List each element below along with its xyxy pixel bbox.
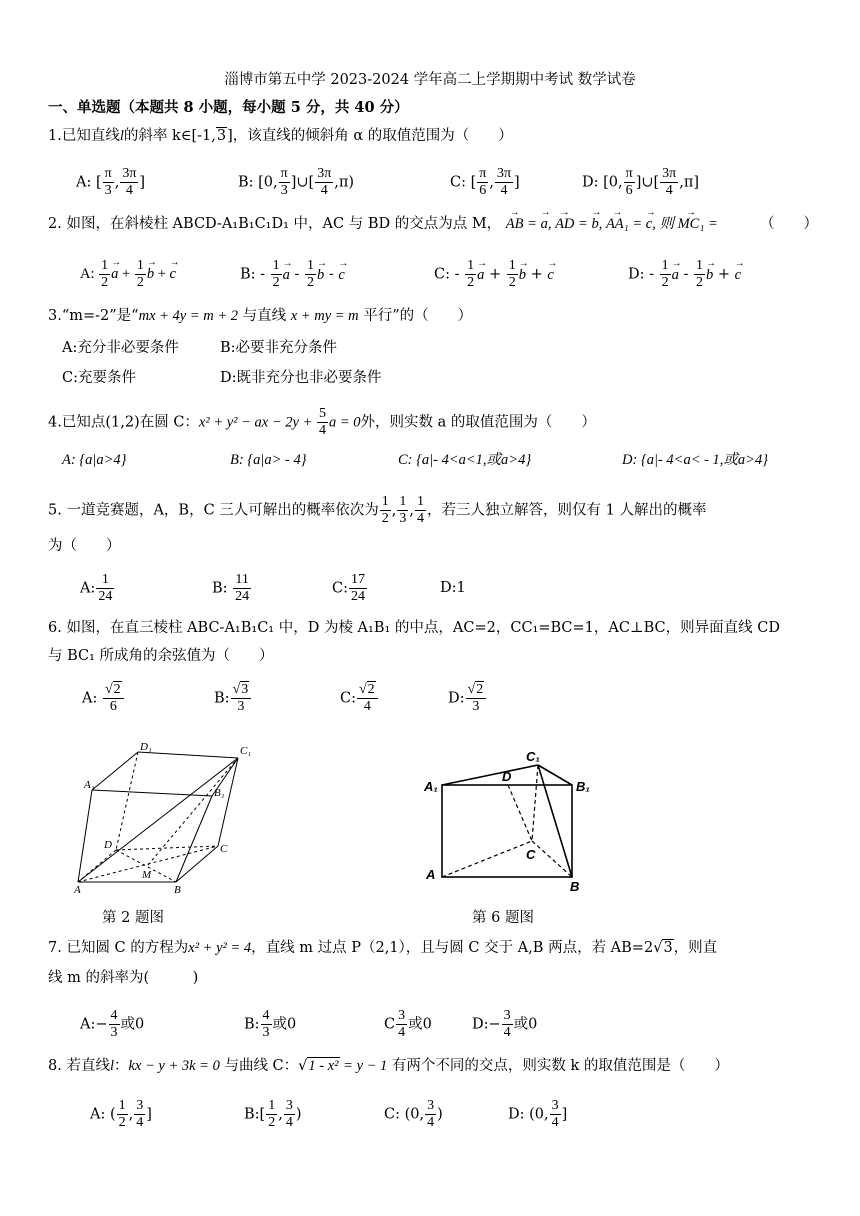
q7-option-b[interactable]: B: $\frac{4}{3}$ 或0: [244, 1008, 297, 1040]
question-7-stem-2: 线 m 的斜率为( ): [48, 970, 199, 986]
q3-option-c[interactable]: C:充要条件: [62, 370, 136, 386]
q8-option-b[interactable]: B:[ $\frac{1}{2}$ , $\frac{3}{4}$ ): [244, 1098, 302, 1130]
q1-option-c[interactable]: C: [ $\frac{\pi}{6}$ , $\frac{3\pi}{4}$ ]: [450, 166, 520, 198]
q4-option-a[interactable]: A: {a|a>4}: [62, 452, 127, 468]
q6-option-c[interactable]: C: $\frac{√2}{4}$: [340, 682, 379, 715]
question-6-stem: 6. 如图，在直三棱柱 ABC-A₁B₁C₁ 中，D 为棱 A₁B₁ 的中点，AC=2，CC₁=BC=1，AC⊥BC，则异面直线 CD: [48, 620, 780, 636]
q8-option-d[interactable]: D: (0, $\frac{3}{4}$ ]: [508, 1098, 568, 1130]
q7-option-a[interactable]: A:− $\frac{4}{3}$ 或0: [80, 1008, 145, 1040]
fig6-label-a1: A₁: [424, 779, 438, 794]
figure-2-caption: 第 2 题图: [102, 910, 164, 926]
question-4-stem: 4.已知点(1,2)在圆 C：x² + y² − ax − 2y + $\frac{5}{4}$ a = 0外，则实数 a 的取值范围为（ ）: [48, 406, 596, 438]
q1-option-a[interactable]: A: [ $\frac{\pi}{3}$ , $\frac{3\pi}{4}$ ]: [76, 166, 146, 198]
fig6-label-a: A: [426, 867, 436, 882]
fig6-label-c1: C₁: [526, 749, 540, 764]
q7-option-c[interactable]: C $\frac{3}{4}$ 或0: [384, 1008, 432, 1040]
q2-option-d[interactable]: D: - $\frac{1}{2}$ → a - $\frac{1}{2}$ → b + → c: [628, 258, 741, 291]
q5-option-b[interactable]: B: $\frac{11}{24}$: [212, 572, 250, 604]
figure-2-oblique-prism: [70, 740, 270, 896]
question-7-stem: 7. 已知圆 C 的方程为x² + y² = 4，直线 m 过点 P（2,1），且与圆 C 交于 A,B 两点，若 AB=2√3，则直: [48, 940, 718, 956]
fig2-label-d1: D₁: [140, 741, 152, 753]
fig6-label-d: D: [502, 769, 512, 784]
q5-option-c[interactable]: C: $\frac{17}{24}$: [332, 572, 365, 604]
question-6-stem-2: 与 BC₁ 所成角的余弦值为（ ）: [48, 648, 274, 664]
q1-option-b[interactable]: B: [0, $\frac{\pi}{3}$ ]∪[ $\frac{3\pi}{4}$ ,π): [238, 166, 355, 198]
section-heading: 一、单选题（本题共 8 小题，每小题 5 分，共 40 分）: [48, 99, 409, 116]
q3-option-a[interactable]: A:充分非必要条件: [62, 340, 179, 356]
fig2-label-m: M: [142, 869, 152, 881]
fig6-label-b1: B₁: [576, 779, 590, 794]
question-5-stem: 5. 一道竞赛题，A，B，C 三人可解出的概率依次为 $\frac{1}{2}$ , $\frac{1}{3}$ , $\frac{1}{4}$ ，若三人独立解答，则仅有 1 人解出的概率: [48, 494, 707, 526]
q7-option-d[interactable]: D:− $\frac{3}{4}$ 或0: [472, 1008, 538, 1040]
q3-option-d[interactable]: D:既非充分也非必要条件: [220, 370, 382, 386]
q2-option-a[interactable]: A: $\frac{1}{2}$ → a + $\frac{1}{2}$ → b + → c: [80, 258, 176, 291]
q4-option-c[interactable]: C: {a|- 4<a<1,或a>4}: [398, 452, 532, 468]
fig6-label-b: B: [570, 879, 580, 894]
fig2-label-a1: A₁: [84, 779, 95, 791]
q3-option-b[interactable]: B:必要非充分条件: [220, 340, 338, 356]
q4-option-b[interactable]: B: {a|a> - 4}: [230, 452, 307, 468]
fig2-label-b: B: [174, 884, 181, 896]
fig2-label-d: D: [104, 839, 112, 851]
q2-option-c[interactable]: C: - $\frac{1}{2}$ → a + $\frac{1}{2}$ → b + → c: [434, 258, 554, 291]
question-8-stem: 8. 若直线l：kx − y + 3k = 0 与曲线 C：√1 - x² = y − 1 有两个不同的交点，则实数 k 的取值范围是（ ）: [48, 1058, 729, 1074]
q5-option-d[interactable]: D:1: [440, 580, 466, 596]
fig6-label-c: C: [526, 847, 536, 862]
question-2-stem-end: （ ）: [760, 216, 818, 232]
fig2-label-c: C: [220, 843, 228, 855]
q6-option-a[interactable]: A: $\frac{√2}{6}$: [82, 682, 125, 715]
q8-option-c[interactable]: C: (0, $\frac{3}{4}$ ): [384, 1098, 443, 1130]
q5-option-a[interactable]: A: $\frac{1}{24}$: [80, 572, 113, 604]
q8-option-a[interactable]: A: ( $\frac{1}{2}$ , $\frac{3}{4}$ ]: [90, 1098, 152, 1130]
q4-option-d[interactable]: D: {a|- 4<a< - 1,或a>4}: [622, 452, 769, 468]
q1-option-d[interactable]: D: [0, $\frac{\pi}{6}$ ]∪[ $\frac{3\pi}{4}$ ,π]: [582, 166, 700, 198]
figure-6-right-triangular-prism: [420, 745, 600, 895]
q6-option-d[interactable]: D: $\frac{√2}{3}$: [448, 682, 487, 715]
q2-option-b[interactable]: B: - $\frac{1}{2}$ → a - $\frac{1}{2}$ → b - → c: [240, 258, 345, 291]
question-5-stem-2: 为（ ）: [48, 538, 121, 554]
fig2-label-c1: C₁: [240, 745, 252, 757]
fig2-label-b1: B₁: [214, 787, 225, 799]
exam-title: 淄博市第五中学 2023-2024 学年高二上学期期中考试 数学试卷: [224, 72, 636, 88]
figure-6-caption: 第 6 题图: [472, 910, 534, 926]
question-1-stem: 1.已知直线l的斜率 k∈[-1,3]，该直线的倾斜角 α 的取值范围为（ ）: [48, 128, 513, 144]
q6-option-b[interactable]: B: $\frac{√3}{3}$: [214, 682, 252, 715]
fig2-label-a: A: [74, 884, 81, 896]
question-3-stem: 3.“m=-2”是“mx + 4y = m + 2 与直线 x + my = m 平行”的（ ）: [48, 308, 473, 324]
question-2-stem: 2. 如图，在斜棱柱 ABCD-A₁B₁C₁D₁ 中，AC 与 BD 的交点为点 M， → AB = → a, → AD = → b, → AA₁ = → c, 则 → MC₁ =: [48, 214, 718, 234]
